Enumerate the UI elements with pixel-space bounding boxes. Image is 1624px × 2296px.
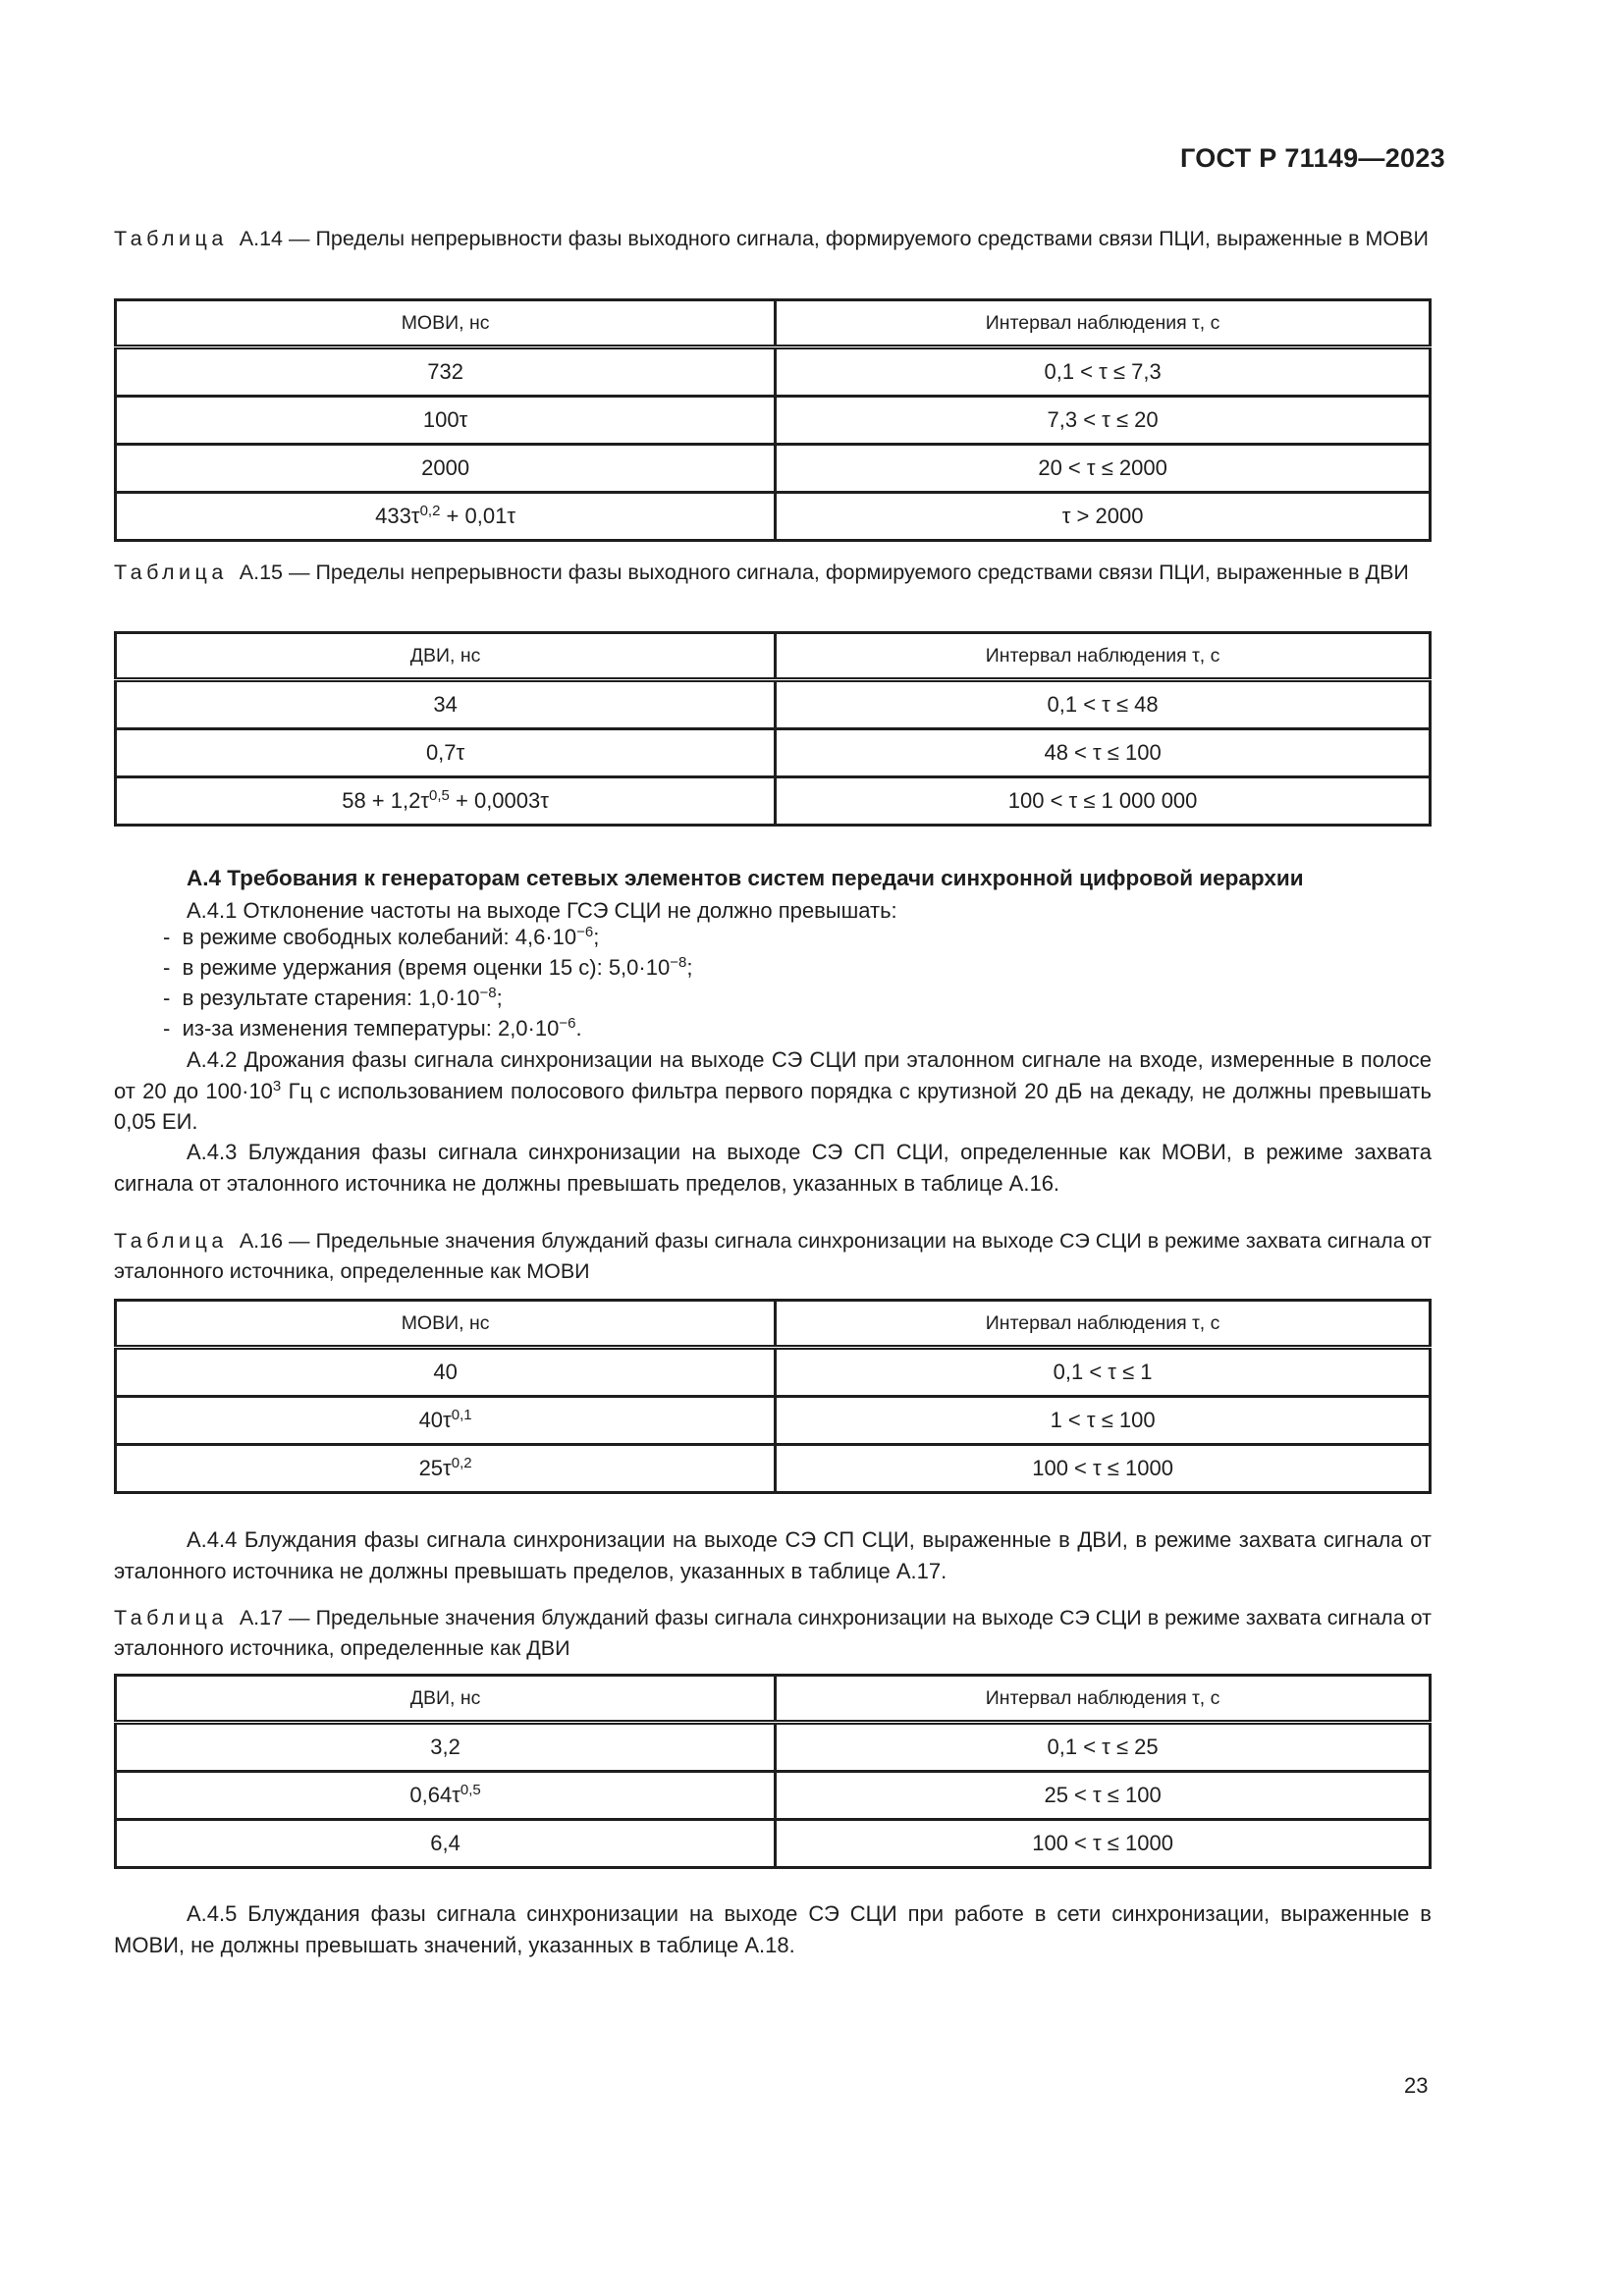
column-header: Интервал наблюдения τ, с	[776, 1301, 1431, 1348]
document-code: ГОСТ Р 71149—2023	[1179, 143, 1445, 173]
paragraph-a45: А.4.5 Блуждания фазы сигнала синхронизации на выходе СЭ СЦИ при работе в сети синхронизации, выраженные в МОВИ, не должны превышать значений, указанных в таблице А.18.	[114, 1901, 1432, 1957]
table-row	[116, 1820, 1431, 1868]
list-item: - из-за изменения температуры: $2,0\cdot 10^{-6}$.	[163, 1013, 692, 1043]
table-row	[116, 777, 1431, 826]
table-row	[116, 347, 1431, 397]
table-caption-label: Таблица	[114, 227, 228, 250]
table-cell-value: 100τ	[116, 397, 776, 445]
table-cell-value: 40	[116, 1348, 776, 1397]
table-cell-value: 3,2	[116, 1723, 776, 1772]
table-header-row	[116, 300, 1431, 347]
column-header: Интервал наблюдения τ, с	[776, 300, 1431, 347]
table-cell-value: $58 + 1,2\tau^{0,5} + 0,0003\tau$	[116, 777, 776, 826]
table-cell-value: $0,64\tau^{0,5}$	[116, 1772, 776, 1820]
table-row	[116, 493, 1431, 541]
table-row	[116, 680, 1431, 729]
list-item: - в результате старения: $1,0\cdot 10^{-8}$;	[163, 983, 692, 1013]
table-a14-caption	[114, 224, 1432, 254]
table-a17	[114, 1674, 1432, 1869]
table-cell-interval: 0,1 < τ ≤ 1	[776, 1348, 1431, 1397]
table-cell-interval: 7,3 < τ ≤ 20	[776, 397, 1431, 445]
table-cell-value: $25\tau^{0,2}$	[116, 1445, 776, 1493]
table-a15	[114, 631, 1432, 827]
table-caption-text: А.16 — Предельные значения блужданий фазы сигнала синхронизации на выходе СЭ СЦИ в режиме захвата сигнала от эталонного источника, определенные как МОВИ	[114, 1229, 1432, 1283]
table-cell-value: 732	[116, 347, 776, 397]
table-a16-caption	[114, 1226, 1432, 1287]
list-item: - в режиме удержания (время оценки 15 с): $5,0\cdot 10^{-8}$;	[163, 952, 692, 983]
table-a16	[114, 1299, 1432, 1494]
table-caption-label: Таблица	[114, 1606, 228, 1629]
paragraph-a43: А.4.3 Блуждания фазы сигнала синхронизации на выходе СЭ СП СЦИ, определенные как МОВИ, в режиме захвата сигнала от эталонного источника не должны превышать пределов, указанных в таблице А.16.	[114, 1140, 1432, 1196]
paragraph-a41: А.4.1 Отклонение частоты на выходе ГСЭ СЦИ не должно превышать:	[187, 898, 897, 923]
column-header: Интервал наблюдения τ, с	[776, 633, 1431, 680]
table-cell-interval: 100 < τ ≤ 1000	[776, 1445, 1431, 1493]
column-header: Интервал наблюдения τ, с	[776, 1676, 1431, 1723]
requirements-list	[163, 922, 692, 1043]
table-cell-interval: 0,1 < τ ≤ 25	[776, 1723, 1431, 1772]
table-row	[116, 1723, 1431, 1772]
table-header-row	[116, 1676, 1431, 1723]
table-cell-interval: 100 < τ ≤ 1 000 000	[776, 777, 1431, 826]
table-cell-interval: 48 < τ ≤ 100	[776, 729, 1431, 777]
table-header-row	[116, 633, 1431, 680]
column-header: МОВИ, нс	[116, 300, 776, 347]
table-cell-interval: 25 < τ ≤ 100	[776, 1772, 1431, 1820]
column-header: ДВИ, нс	[116, 1676, 776, 1723]
table-row	[116, 1772, 1431, 1820]
table-cell-value: $433\tau^{0,2} + 0,01\tau$	[116, 493, 776, 541]
table-cell-value: 34	[116, 680, 776, 729]
paragraph-a44: А.4.4 Блуждания фазы сигнала синхронизации на выходе СЭ СП СЦИ, выраженные в ДВИ, в режиме захвата сигнала от эталонного источника не должны превышать пределов, указанных в таблице А.17.	[114, 1527, 1432, 1583]
table-cell-value: 2000	[116, 445, 776, 493]
table-row	[116, 397, 1431, 445]
table-cell-interval: τ > 2000	[776, 493, 1431, 541]
paragraph-a42: А.4.2 Дрожания фазы сигнала синхронизации на выходе СЭ СЦИ при эталонном сигнале на входе, измеренные в полосе от 20 до $100\cdot 10^3$ Гц с использованием полосового фильтра первого порядка с крутизной 20 дБ на декаду, не должны превышать 0,05 ЕИ.	[114, 1047, 1432, 1134]
table-a17-caption	[114, 1603, 1432, 1664]
table-caption-label: Таблица	[114, 561, 228, 584]
table-cell-interval: 20 < τ ≤ 2000	[776, 445, 1431, 493]
table-caption-label: Таблица	[114, 1229, 228, 1253]
table-cell-value: 6,4	[116, 1820, 776, 1868]
section-heading: А.4 Требования к генераторам сетевых элементов систем передачи синхронной цифровой иерархии	[187, 866, 1304, 890]
table-cell-value: 0,7τ	[116, 729, 776, 777]
list-item: - в режиме свободных колебаний: $4,6\cdot 10^{-6}$;	[163, 922, 692, 952]
table-row	[116, 1397, 1431, 1445]
table-cell-interval: 0,1 < τ ≤ 48	[776, 680, 1431, 729]
table-row	[116, 445, 1431, 493]
table-caption-text: А.17 — Предельные значения блужданий фазы сигнала синхронизации на выходе СЭ СЦИ в режиме захвата сигнала от эталонного источника, определенные как ДВИ	[114, 1606, 1432, 1660]
table-cell-value: $40\tau^{0,1}$	[116, 1397, 776, 1445]
table-caption-text: А.14 — Пределы непрерывности фазы выходного сигнала, формируемого средствами связи ПЦИ, выраженные в МОВИ	[239, 227, 1429, 250]
table-header-row	[116, 1301, 1431, 1348]
table-a14	[114, 298, 1432, 542]
table-row	[116, 729, 1431, 777]
table-cell-interval: 1 < τ ≤ 100	[776, 1397, 1431, 1445]
table-row	[116, 1445, 1431, 1493]
table-a15-caption	[114, 558, 1432, 588]
column-header: ДВИ, нс	[116, 633, 776, 680]
page-number: 23	[1404, 2073, 1429, 2098]
table-caption-text: А.15 — Пределы непрерывности фазы выходного сигнала, формируемого средствами связи ПЦИ, выраженные в ДВИ	[239, 561, 1409, 584]
table-cell-interval: 100 < τ ≤ 1000	[776, 1820, 1431, 1868]
table-row	[116, 1348, 1431, 1397]
column-header: МОВИ, нс	[116, 1301, 776, 1348]
table-cell-interval: 0,1 < τ ≤ 7,3	[776, 347, 1431, 397]
